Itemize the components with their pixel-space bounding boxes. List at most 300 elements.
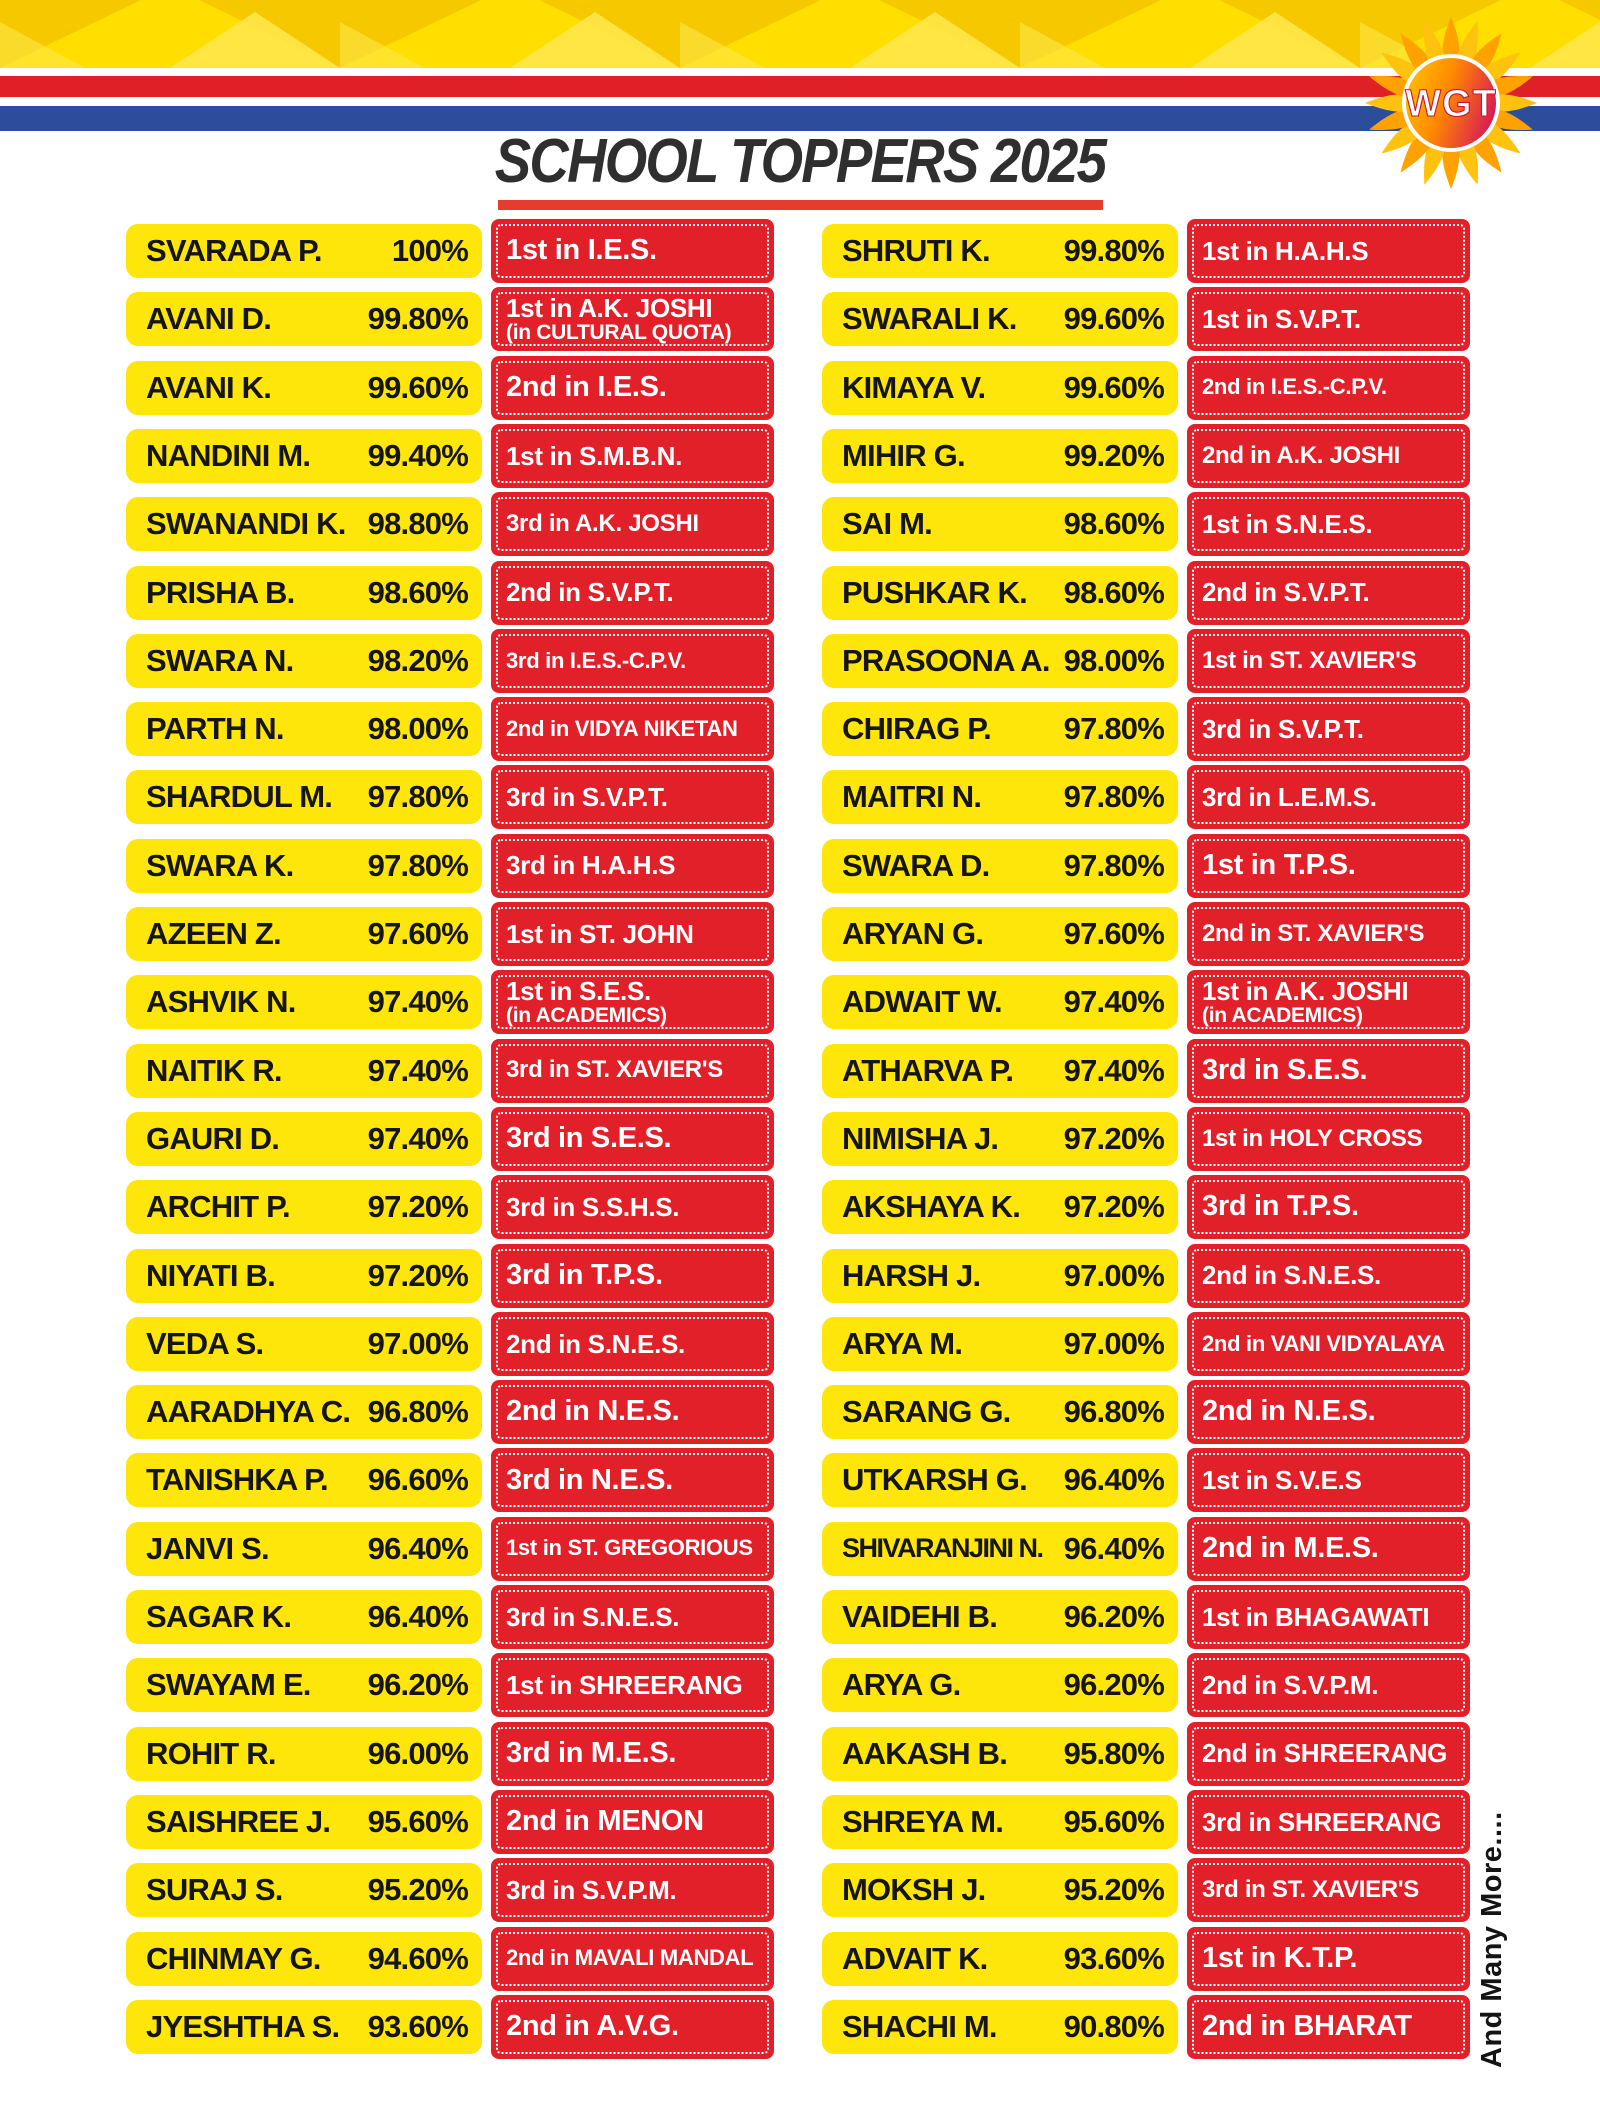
topper-percentage: 99.20% xyxy=(1063,437,1164,473)
topper-percentage: 98.60% xyxy=(1063,506,1164,542)
topper-row xyxy=(126,1863,786,1917)
topper-award-box xyxy=(491,1927,774,1991)
award-rank-school: 3rd in S.E.S. xyxy=(506,1122,672,1155)
topper-name: JYESHTHA S. xyxy=(146,2008,340,2044)
topper-row xyxy=(822,1180,1482,1234)
topper-percentage: 90.80% xyxy=(1063,2008,1164,2044)
topper-row xyxy=(126,1453,786,1507)
topper-name-bar xyxy=(822,975,1178,1029)
award-text xyxy=(1202,970,1462,1034)
topper-name-bar xyxy=(126,1522,482,1576)
topper-name: SAISHREE J. xyxy=(146,1803,331,1839)
topper-row xyxy=(822,292,1482,346)
award-text xyxy=(506,1790,766,1854)
award-rank-school: 2nd in VIDYA NIKETAN xyxy=(506,715,738,741)
topper-award-box xyxy=(491,970,774,1034)
award-text xyxy=(1202,1107,1462,1171)
topper-percentage: 96.20% xyxy=(367,1667,468,1703)
topper-name: ROHIT R. xyxy=(146,1735,276,1771)
award-rank-school: 3rd in N.E.S. xyxy=(506,1463,673,1496)
topper-row xyxy=(126,429,786,483)
logo-text: WGT xyxy=(1405,83,1497,125)
topper-percentage: 95.20% xyxy=(367,1872,468,1908)
topper-row xyxy=(822,1932,1482,1986)
topper-award-box xyxy=(1187,902,1470,966)
award-rank-school: 3rd in A.K. JOSHI xyxy=(506,509,699,537)
award-text xyxy=(506,1107,766,1171)
topper-award-box xyxy=(491,219,774,283)
topper-row xyxy=(126,975,786,1029)
topper-percentage: 96.40% xyxy=(1063,1462,1164,1498)
topper-name: AAKASH B. xyxy=(842,1735,1008,1771)
topper-award-box xyxy=(491,287,774,351)
topper-percentage: 97.40% xyxy=(1063,1052,1164,1088)
award-rank-school: 2nd in N.E.S. xyxy=(1202,1395,1376,1428)
topper-name: VEDA S. xyxy=(146,1325,264,1361)
topper-award-box xyxy=(1187,1653,1470,1717)
topper-row xyxy=(126,2000,786,2054)
award-rank-school: 2nd in I.E.S.-C.P.V. xyxy=(1202,374,1387,400)
and-many-more-note: And Many More.... xyxy=(1476,1811,1508,2068)
topper-name-bar xyxy=(126,1932,482,1986)
topper-percentage: 97.20% xyxy=(1063,1120,1164,1156)
topper-award-box xyxy=(1187,765,1470,829)
topper-row xyxy=(822,224,1482,278)
topper-row xyxy=(822,1453,1482,1507)
topper-percentage: 96.40% xyxy=(367,1599,468,1634)
award-text xyxy=(506,287,766,351)
topper-name: PRISHA B. xyxy=(146,574,295,610)
award-rank-school: 2nd in VANI VIDYALAYA xyxy=(1202,1330,1445,1356)
topper-row xyxy=(822,1522,1482,1576)
topper-name-bar xyxy=(822,1727,1178,1781)
topper-percentage: 99.80% xyxy=(1063,233,1164,268)
topper-award-box xyxy=(491,1995,774,2059)
award-text xyxy=(1202,1175,1462,1239)
topper-name-bar xyxy=(126,702,482,756)
award-rank-school: 2nd in ST. XAVIER'S xyxy=(1202,919,1425,947)
topper-percentage: 95.60% xyxy=(1063,1803,1164,1839)
topper-name-bar xyxy=(822,839,1178,893)
topper-row xyxy=(822,1112,1482,1166)
topper-award-box xyxy=(491,1790,774,1854)
topper-name: AKSHAYA K. xyxy=(842,1189,1021,1225)
topper-percentage: 95.20% xyxy=(1063,1872,1164,1908)
topper-name-bar xyxy=(126,361,482,415)
topper-row xyxy=(126,1658,786,1712)
topper-name-bar xyxy=(822,907,1178,961)
topper-percentage: 98.00% xyxy=(1063,642,1164,678)
topper-name: SHRUTI K. xyxy=(842,233,990,268)
topper-award-box xyxy=(491,1517,774,1581)
topper-row xyxy=(822,497,1482,551)
topper-name-bar xyxy=(126,839,482,893)
topper-percentage: 97.40% xyxy=(367,1120,468,1156)
topper-name: PRASOONA A. xyxy=(842,642,1050,678)
topper-award-box xyxy=(491,561,774,625)
topper-name: MAITRI N. xyxy=(842,779,982,815)
toppers-column-left xyxy=(126,224,786,2074)
topper-percentage: 93.60% xyxy=(367,2008,468,2044)
topper-percentage: 97.80% xyxy=(1063,711,1164,747)
topper-name-bar xyxy=(126,1317,482,1371)
topper-name: SHACHI M. xyxy=(842,2008,997,2044)
topper-row xyxy=(126,1044,786,1098)
topper-percentage: 98.60% xyxy=(367,574,468,610)
topper-award-box xyxy=(1187,1722,1470,1786)
award-rank-school: 3rd in L.E.M.S. xyxy=(1202,782,1377,813)
award-rank-school: 3rd in S.V.P.T. xyxy=(506,782,668,813)
topper-percentage: 100% xyxy=(391,233,468,268)
topper-award-box xyxy=(491,697,774,761)
topper-percentage: 96.20% xyxy=(1063,1667,1164,1703)
topper-name-bar xyxy=(126,2000,482,2054)
award-text xyxy=(1202,1585,1462,1649)
award-rank-school: 3rd in I.E.S.-C.P.V. xyxy=(506,647,686,673)
award-rank-school: 1st in S.E.S. xyxy=(506,976,651,1007)
topper-award-box xyxy=(1187,1585,1470,1649)
topper-percentage: 97.80% xyxy=(367,779,468,815)
topper-name-bar xyxy=(822,770,1178,824)
award-text xyxy=(506,765,766,829)
topper-percentage: 97.60% xyxy=(367,916,468,951)
topper-row xyxy=(822,1658,1482,1712)
award-text xyxy=(1202,902,1462,966)
award-text xyxy=(506,492,766,556)
topper-name-bar xyxy=(822,1112,1178,1166)
topper-percentage: 97.40% xyxy=(367,984,468,1020)
award-text xyxy=(506,1448,766,1512)
topper-name-bar xyxy=(126,566,482,620)
topper-name: ADVAIT K. xyxy=(842,1940,988,1976)
award-rank-school: 1st in S.N.E.S. xyxy=(1202,508,1373,539)
award-rank-school: 3rd in ST. XAVIER'S xyxy=(506,1056,723,1084)
award-text xyxy=(506,561,766,625)
award-text xyxy=(1202,1995,1462,2059)
topper-row xyxy=(822,1863,1482,1917)
topper-percentage: 96.40% xyxy=(1063,1530,1164,1566)
topper-name: SWANANDI K. xyxy=(146,506,346,542)
topper-name: SWARA D. xyxy=(842,847,990,883)
topper-award-box xyxy=(491,424,774,488)
topper-row xyxy=(822,566,1482,620)
topper-award-box xyxy=(491,1107,774,1171)
topper-row xyxy=(126,224,786,278)
award-rank-school: 2nd in A.K. JOSHI xyxy=(1202,441,1401,469)
topper-name: TANISHKA P. xyxy=(146,1462,328,1498)
topper-award-box xyxy=(1187,219,1470,283)
topper-name-bar xyxy=(126,292,482,346)
topper-award-box xyxy=(491,1039,774,1103)
topper-name: AVANI D. xyxy=(146,301,272,337)
topper-row xyxy=(126,1590,786,1644)
topper-name-bar xyxy=(822,1932,1178,1986)
award-rank-school: 1st in SHREERANG xyxy=(506,1670,743,1701)
award-text xyxy=(506,834,766,898)
topper-row xyxy=(822,2000,1482,2054)
award-text xyxy=(506,629,766,693)
topper-row xyxy=(126,1112,786,1166)
topper-row xyxy=(822,634,1482,688)
award-text xyxy=(1202,1858,1462,1922)
award-text xyxy=(506,1653,766,1717)
topper-name: SURAJ S. xyxy=(146,1872,283,1908)
award-text xyxy=(1202,424,1462,488)
topper-name: ADWAIT W. xyxy=(842,984,1002,1020)
award-rank-school: 2nd in N.E.S. xyxy=(506,1395,680,1428)
topper-name: PUSHKAR K. xyxy=(842,574,1027,610)
topper-percentage: 97.00% xyxy=(367,1325,468,1361)
award-rank-school: 2nd in S.N.E.S. xyxy=(1202,1260,1381,1291)
topper-row xyxy=(126,361,786,415)
award-rank-school: 3rd in ST. XAVIER'S xyxy=(1202,1875,1419,1903)
award-rank-school: 2nd in I.E.S. xyxy=(506,370,667,403)
award-text xyxy=(1202,765,1462,829)
award-text xyxy=(1202,1312,1462,1376)
award-rank-school: 1st in HOLY CROSS xyxy=(1202,1124,1423,1152)
topper-name-bar xyxy=(822,1522,1178,1576)
topper-name-bar xyxy=(822,702,1178,756)
award-text xyxy=(506,1995,766,2059)
topper-award-box xyxy=(1187,1790,1470,1854)
topper-award-box xyxy=(1187,1107,1470,1171)
topper-name-bar xyxy=(126,1112,482,1166)
award-rank-school: 3rd in SHREERANG xyxy=(1202,1806,1442,1837)
topper-name-bar xyxy=(822,1249,1178,1303)
topper-award-box xyxy=(1187,970,1470,1034)
topper-row xyxy=(126,1317,786,1371)
topper-percentage: 93.60% xyxy=(1063,1940,1164,1976)
topper-award-box xyxy=(491,1175,774,1239)
award-note: (in ACADEMICS) xyxy=(506,1003,667,1027)
award-text xyxy=(506,1722,766,1786)
topper-name: AVANI K. xyxy=(146,369,272,405)
award-rank-school: 1st in K.T.P. xyxy=(1202,1941,1358,1974)
topper-award-box xyxy=(491,1244,774,1308)
topper-percentage: 95.60% xyxy=(367,1803,468,1839)
topper-percentage: 97.00% xyxy=(1063,1325,1164,1361)
topper-award-box xyxy=(491,1653,774,1717)
topper-percentage: 99.80% xyxy=(367,301,468,337)
topper-percentage: 96.80% xyxy=(1063,1394,1164,1430)
topper-name-bar xyxy=(822,1385,1178,1439)
topper-name-bar xyxy=(126,634,482,688)
topper-name: SAGAR K. xyxy=(146,1599,292,1634)
topper-name-bar xyxy=(126,224,482,278)
award-text xyxy=(506,1517,766,1581)
topper-percentage: 96.00% xyxy=(367,1735,468,1771)
title-underline xyxy=(498,200,1103,210)
topper-name-bar xyxy=(822,292,1178,346)
topper-award-box xyxy=(1187,1380,1470,1444)
topper-name-bar xyxy=(822,566,1178,620)
topper-name: MOKSH J. xyxy=(842,1872,986,1908)
award-rank-school: 1st in A.K. JOSHI xyxy=(506,293,713,324)
topper-name-bar xyxy=(822,1658,1178,1712)
topper-name: SWARALI K. xyxy=(842,301,1017,337)
topper-name-bar xyxy=(126,1795,482,1849)
topper-name: SHREYA M. xyxy=(842,1803,1004,1839)
topper-name-bar xyxy=(126,1590,482,1644)
topper-percentage: 97.80% xyxy=(1063,779,1164,815)
award-text xyxy=(1202,1448,1462,1512)
award-text xyxy=(1202,1380,1462,1444)
topper-name: ATHARVA P. xyxy=(842,1052,1014,1088)
topper-percentage: 98.60% xyxy=(1063,574,1164,610)
topper-name-bar xyxy=(822,224,1178,278)
award-text xyxy=(1202,1244,1462,1308)
toppers-column-right xyxy=(822,224,1482,2074)
topper-award-box xyxy=(491,356,774,420)
award-rank-school: 2nd in S.V.P.M. xyxy=(1202,1670,1379,1701)
topper-percentage: 99.60% xyxy=(1063,301,1164,337)
award-rank-school: 1st in S.V.E.S xyxy=(1202,1465,1362,1496)
topper-row xyxy=(126,566,786,620)
award-text xyxy=(1202,287,1462,351)
topper-name: UTKARSH G. xyxy=(842,1462,1027,1498)
award-text xyxy=(1202,1722,1462,1786)
topper-name: SHIVARANJINI N. xyxy=(842,1533,1043,1564)
topper-row xyxy=(822,1727,1482,1781)
topper-percentage: 98.80% xyxy=(367,506,468,542)
topper-award-box xyxy=(1187,629,1470,693)
award-rank-school: 2nd in BHARAT xyxy=(1202,2010,1412,2042)
award-text xyxy=(506,697,766,761)
award-rank-school: 3rd in T.P.S. xyxy=(506,1258,663,1291)
topper-percentage: 97.40% xyxy=(1063,984,1164,1020)
topper-name: GAURI D. xyxy=(146,1120,280,1156)
award-text xyxy=(1202,356,1462,420)
award-rank-school: 1st in A.K. JOSHI xyxy=(1202,976,1409,1007)
topper-name: ARYAN G. xyxy=(842,916,984,951)
topper-award-box xyxy=(491,492,774,556)
award-text xyxy=(506,1585,766,1649)
topper-name: ARYA G. xyxy=(842,1667,961,1703)
topper-percentage: 95.80% xyxy=(1063,1735,1164,1771)
topper-percentage: 99.60% xyxy=(367,369,468,405)
award-rank-school: 3rd in S.V.P.M. xyxy=(506,1874,677,1905)
topper-name: AZEEN Z. xyxy=(146,916,281,951)
award-text xyxy=(506,902,766,966)
award-rank-school: 3rd in S.N.E.S. xyxy=(506,1601,680,1632)
topper-name: SVARADA P. xyxy=(146,233,322,268)
topper-percentage: 99.40% xyxy=(367,437,468,473)
topper-row xyxy=(822,361,1482,415)
award-rank-school: 1st in S.M.B.N. xyxy=(506,440,683,471)
topper-name-bar xyxy=(822,1590,1178,1644)
topper-row xyxy=(822,1044,1482,1098)
topper-award-box xyxy=(491,1380,774,1444)
topper-award-box xyxy=(1187,1244,1470,1308)
topper-award-box xyxy=(491,629,774,693)
topper-award-box xyxy=(1187,424,1470,488)
topper-name: JANVI S. xyxy=(146,1530,269,1566)
topper-award-box xyxy=(1187,1517,1470,1581)
topper-name-bar xyxy=(822,1863,1178,1917)
topper-award-box xyxy=(1187,287,1470,351)
topper-name-bar xyxy=(126,907,482,961)
award-text xyxy=(506,1312,766,1376)
topper-award-box xyxy=(1187,561,1470,625)
topper-percentage: 97.80% xyxy=(367,847,468,883)
topper-percentage: 97.00% xyxy=(1063,1257,1164,1293)
topper-name: KIMAYA V. xyxy=(842,369,986,405)
topper-row xyxy=(822,1590,1482,1644)
award-rank-school: 2nd in S.V.P.T. xyxy=(1202,577,1370,608)
topper-award-box xyxy=(1187,834,1470,898)
topper-row xyxy=(126,1795,786,1849)
topper-name: CHIRAG P. xyxy=(842,711,991,747)
topper-name: ARCHIT P. xyxy=(146,1189,290,1225)
award-note: (in ACADEMICS) xyxy=(1202,1003,1363,1027)
award-text xyxy=(1202,492,1462,556)
award-rank-school: 3rd in S.E.S. xyxy=(1202,1053,1368,1086)
topper-name: CHINMAY G. xyxy=(146,1940,321,1976)
topper-name: NANDINI M. xyxy=(146,437,311,473)
award-rank-school: 2nd in SHREERANG xyxy=(1202,1738,1448,1769)
topper-percentage: 97.40% xyxy=(367,1052,468,1088)
topper-row xyxy=(822,429,1482,483)
topper-percentage: 98.20% xyxy=(367,642,468,678)
topper-name: SARANG G. xyxy=(842,1394,1011,1430)
award-text xyxy=(1202,561,1462,625)
award-rank-school: 3rd in M.E.S. xyxy=(506,1736,677,1769)
award-text xyxy=(506,1380,766,1444)
topper-row xyxy=(126,634,786,688)
topper-name-bar xyxy=(126,497,482,551)
topper-name: SWAYAM E. xyxy=(146,1667,311,1703)
award-rank-school: 1st in I.E.S. xyxy=(506,234,657,267)
topper-row xyxy=(822,770,1482,824)
topper-percentage: 96.80% xyxy=(367,1394,468,1430)
topper-award-box xyxy=(1187,1312,1470,1376)
topper-name: SAI M. xyxy=(842,506,932,542)
award-text xyxy=(1202,629,1462,693)
award-rank-school: 2nd in MENON xyxy=(506,1805,704,1838)
topper-row xyxy=(126,1180,786,1234)
topper-name-bar xyxy=(126,1863,482,1917)
topper-row xyxy=(126,1249,786,1303)
award-note: (in CULTURAL QUOTA) xyxy=(506,320,732,344)
award-text xyxy=(1202,697,1462,761)
topper-name: NIMISHA J. xyxy=(842,1120,999,1156)
topper-name-bar xyxy=(126,1385,482,1439)
topper-percentage: 97.60% xyxy=(1063,916,1164,951)
topper-row xyxy=(126,1522,786,1576)
topper-row xyxy=(126,770,786,824)
topper-name: ASHVIK N. xyxy=(146,984,296,1020)
award-text xyxy=(506,1858,766,1922)
award-rank-school: 3rd in S.V.P.T. xyxy=(1202,713,1364,744)
topper-name: VAIDEHI B. xyxy=(842,1599,998,1634)
topper-row xyxy=(126,1385,786,1439)
topper-award-box xyxy=(1187,1858,1470,1922)
topper-row xyxy=(822,1795,1482,1849)
award-text xyxy=(1202,1927,1462,1991)
topper-award-box xyxy=(491,834,774,898)
award-text xyxy=(1202,1653,1462,1717)
award-text xyxy=(506,1175,766,1239)
topper-name: HARSH J. xyxy=(842,1257,981,1293)
award-text xyxy=(1202,1039,1462,1103)
topper-name: NIYATI B. xyxy=(146,1257,275,1293)
topper-name-bar xyxy=(822,1453,1178,1507)
topper-row xyxy=(822,1385,1482,1439)
topper-row xyxy=(822,975,1482,1029)
topper-name-bar xyxy=(126,1453,482,1507)
topper-percentage: 97.20% xyxy=(367,1257,468,1293)
award-text xyxy=(1202,834,1462,898)
